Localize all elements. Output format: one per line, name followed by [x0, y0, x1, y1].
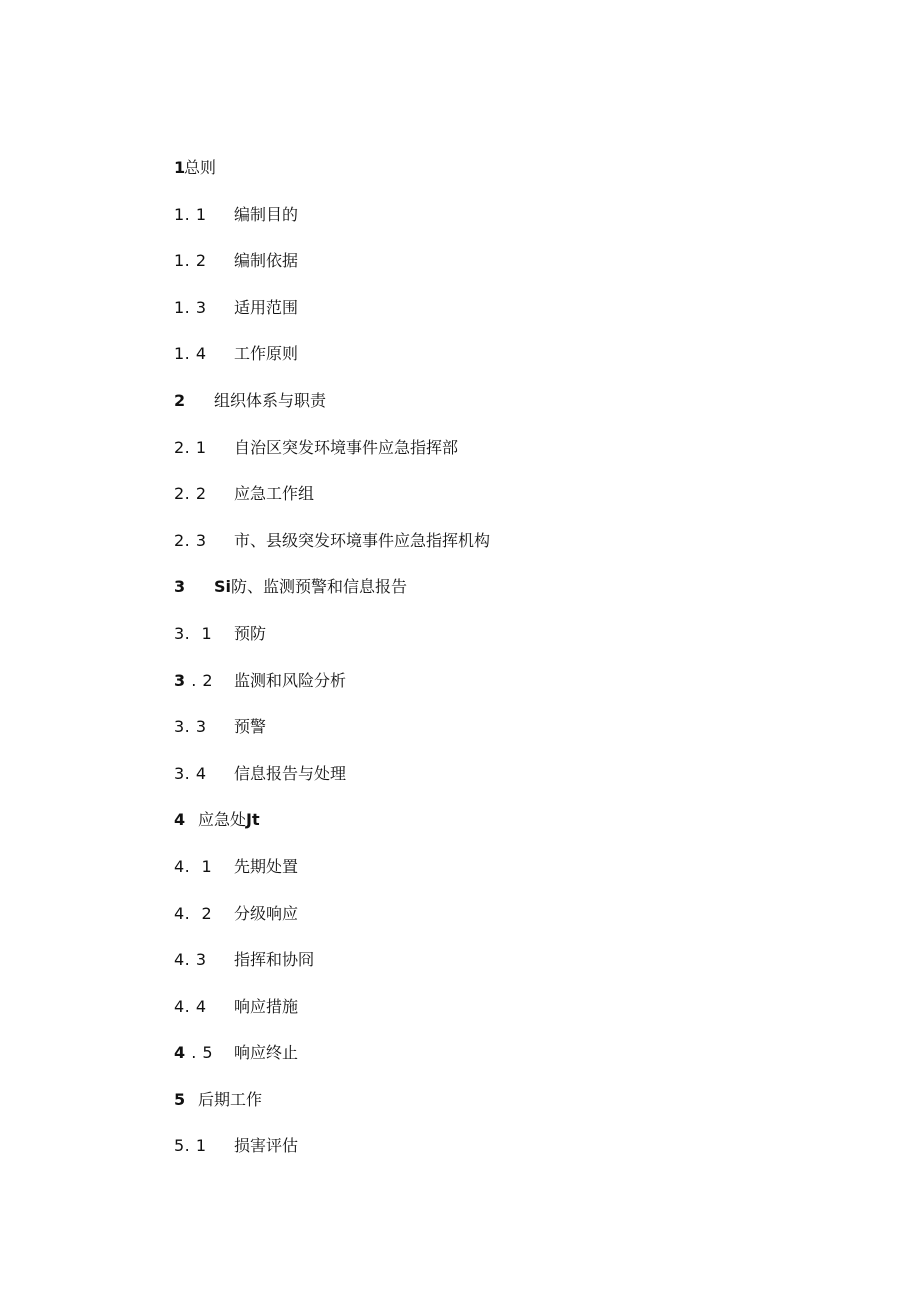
- toc-number: 4: [174, 810, 186, 830]
- toc-title: 后期工作: [198, 1089, 263, 1109]
- toc-number-lead: 4: [174, 1043, 186, 1063]
- toc-title: 自治区突发环境事件应急指挥部: [234, 437, 459, 457]
- toc-chapter-4: [174, 809, 814, 856]
- toc-number: [174, 1042, 234, 1064]
- toc-section-1-1: [174, 204, 814, 251]
- table-of-contents: [174, 157, 814, 1182]
- toc-title: 先期处置: [234, 856, 299, 876]
- toc-number: 2. 1: [174, 437, 207, 457]
- toc-section-4-3: [174, 949, 814, 996]
- toc-number: 1. 4: [174, 344, 207, 364]
- toc-title-rest: 应急处: [198, 810, 247, 830]
- toc-number-lead: 3: [174, 670, 186, 690]
- toc-title: 适用范围: [234, 297, 299, 317]
- toc-section-2-1: [174, 437, 814, 484]
- toc-title: 预警: [234, 717, 267, 737]
- toc-section-1-3: [174, 297, 814, 344]
- toc-title: 信息报告与处理: [234, 763, 347, 783]
- toc-section-5-1: [174, 1135, 814, 1182]
- toc-number: 4. 4: [174, 996, 207, 1016]
- toc-number: 3. 3: [174, 717, 207, 737]
- toc-number: 1. 1: [174, 204, 207, 224]
- toc-number: 3. 1: [174, 623, 213, 643]
- toc-chapter-3: [174, 576, 814, 623]
- toc-number: 1. 3: [174, 297, 207, 317]
- toc-title: 编制目的: [234, 204, 299, 224]
- toc-number: [174, 670, 234, 692]
- toc-title: 市、县级突发环境事件应急指挥机构: [234, 530, 491, 550]
- toc-title: 预防: [234, 623, 267, 643]
- toc-number: 2. 2: [174, 484, 207, 504]
- toc-number: 5: [174, 1089, 186, 1109]
- toc-section-2-3: [174, 530, 814, 577]
- toc-title: 总则: [184, 158, 217, 177]
- toc-chapter-2: [174, 390, 814, 437]
- toc-section-4-5: [174, 1042, 814, 1089]
- toc-chapter-5: [174, 1089, 814, 1136]
- toc-title: [198, 809, 260, 831]
- toc-number-rest: . 2: [185, 670, 214, 690]
- toc-title-tail: Jt: [246, 810, 260, 830]
- toc-section-3-2: [174, 670, 814, 717]
- toc-title: 损害评估: [234, 1136, 299, 1156]
- toc-section-1-4: [174, 343, 814, 390]
- toc-title-rest: 防、监测预警和信息报告: [231, 577, 408, 597]
- toc-section-3-4: [174, 763, 814, 810]
- toc-title-lead: Si: [214, 577, 232, 597]
- toc-title: 工作原则: [234, 344, 299, 364]
- toc-title: 编制依据: [234, 251, 299, 271]
- toc-number: 3: [174, 577, 186, 597]
- toc-section-2-2: [174, 483, 814, 530]
- toc-number: 1. 2: [174, 251, 207, 271]
- toc-section-3-1: [174, 623, 814, 670]
- toc-title: 指挥和协冏: [234, 950, 315, 970]
- toc-number-rest: . 5: [185, 1043, 214, 1063]
- toc-number: 4. 2: [174, 903, 213, 923]
- toc-section-1-2: [174, 250, 814, 297]
- toc-number: 2. 3: [174, 530, 207, 550]
- toc-section-4-1: [174, 856, 814, 903]
- toc-number: 3. 4: [174, 763, 207, 783]
- toc-title: 组织体系与职责: [214, 390, 327, 410]
- toc-title: 响应终止: [234, 1043, 299, 1063]
- toc-number: 2: [174, 390, 186, 410]
- toc-number: 4. 1: [174, 856, 213, 876]
- toc-section-4-2: [174, 903, 814, 950]
- toc-title: 响应措施: [234, 996, 299, 1016]
- toc-chapter-1: [174, 157, 814, 204]
- toc-title: 监测和风险分析: [234, 670, 347, 690]
- toc-title: 应急工作组: [234, 484, 315, 504]
- toc-number: 5. 1: [174, 1136, 207, 1156]
- toc-title: [214, 576, 407, 598]
- toc-section-3-3: [174, 716, 814, 763]
- toc-title: 分级响应: [234, 903, 299, 923]
- toc-number: 4. 3: [174, 950, 207, 970]
- toc-number: 1: [174, 158, 186, 177]
- toc-section-4-4: [174, 996, 814, 1043]
